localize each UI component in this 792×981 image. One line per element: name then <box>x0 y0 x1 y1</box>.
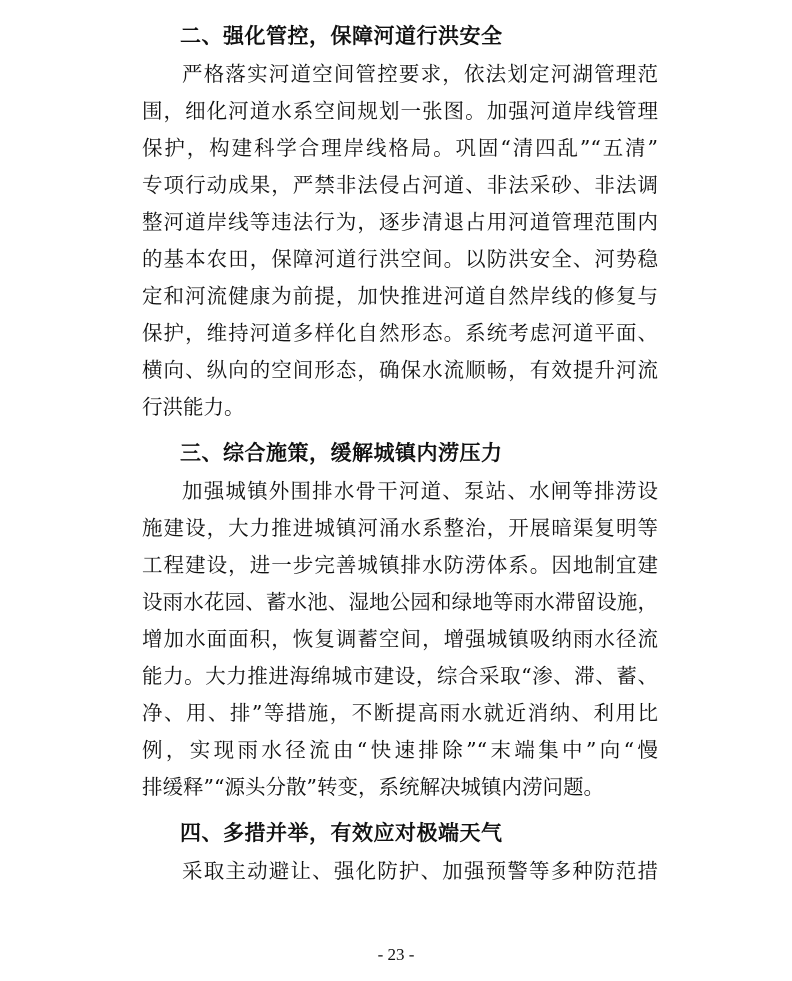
paragraph-line: 施建设，大力推进城镇河涌水系整治，开展暗渠复明等 <box>142 516 658 540</box>
paragraph-line: 排缓释”“源头分散”转变，系统解决城镇内涝问题。 <box>142 775 604 799</box>
paragraph-line: 行洪能力。 <box>142 395 245 419</box>
paragraph-line: 增加水面面积，恢复调蓄空间，增强城镇吸纳雨水径流 <box>142 627 658 651</box>
paragraph-line: 采取主动避让、强化防护、加强预警等多种防范措 <box>182 859 658 883</box>
section-heading-2: 二、强化管控，保障河道行洪安全 <box>180 24 503 48</box>
paragraph-line: 能力。大力推进海绵城市建设，综合采取“渗、滞、蓄、 <box>142 664 658 688</box>
paragraph-line: 严格落实河道空间管控要求，依法划定河湖管理范 <box>182 62 658 86</box>
section-heading-3: 三、综合施策，缓解城镇内涝压力 <box>180 441 503 465</box>
paragraph-line: 净、用、排”等措施，不断提高雨水就近消纳、利用比 <box>142 701 658 725</box>
paragraph-line: 保护，构建科学合理岸线格局。巩固“清四乱”“五清” <box>142 136 658 160</box>
paragraph-line: 横向、纵向的空间形态，确保水流顺畅，有效提升河流 <box>142 358 658 382</box>
paragraph-line: 加强城镇外围排水骨干河道、泵站、水闸等排涝设 <box>182 479 658 503</box>
paragraph-line: 设雨水花园、蓄水池、湿地公园和绿地等雨水滞留设施， <box>142 590 658 614</box>
paragraph-line: 专项行动成果，严禁非法侵占河道、非法采砂、非法调 <box>142 173 658 197</box>
paragraph-line: 围，细化河道水系空间规划一张图。加强河道岸线管理 <box>142 99 658 123</box>
paragraph-line: 的基本农田，保障河道行洪空间。以防洪安全、河势稳 <box>142 247 658 271</box>
page-number: - 23 - <box>377 945 415 964</box>
section-heading-4: 四、多措并举，有效应对极端天气 <box>180 821 503 845</box>
paragraph-line: 例，实现雨水径流由“快速排除”“末端集中”向“慢 <box>142 738 658 762</box>
paragraph-line: 保护，维持河道多样化自然形态。系统考虑河道平面、 <box>142 321 658 345</box>
paragraph-line: 工程建设，进一步完善城镇排水防涝体系。因地制宜建 <box>142 553 658 577</box>
paragraph-line: 定和河流健康为前提，加快推进河道自然岸线的修复与 <box>142 284 658 308</box>
paragraph-line: 整河道岸线等违法行为，逐步清退占用河道管理范围内 <box>142 210 658 234</box>
